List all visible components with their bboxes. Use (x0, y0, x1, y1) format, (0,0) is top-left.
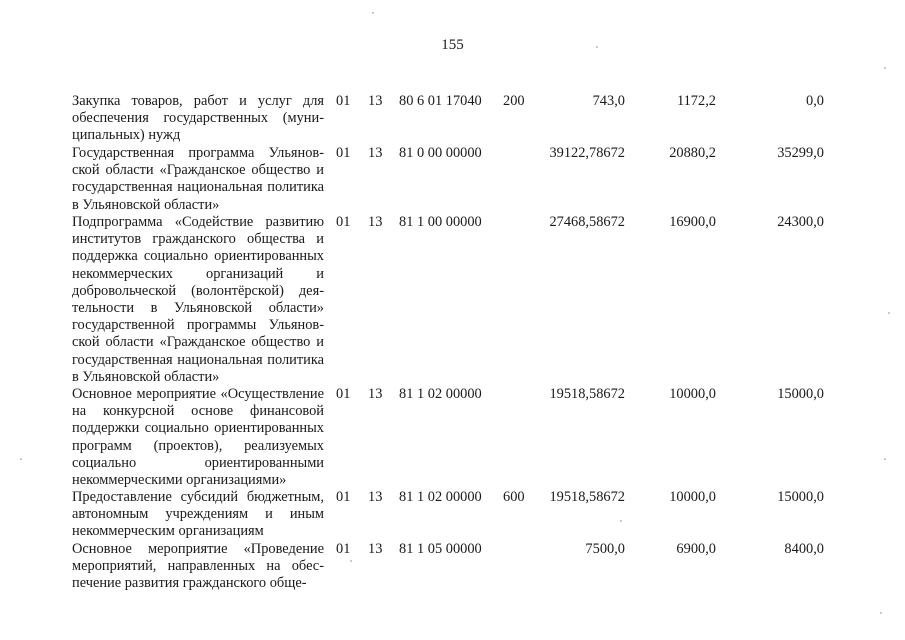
scan-speck (888, 312, 890, 314)
scan-speck (350, 560, 352, 562)
expense-type-cell: 600 (503, 489, 525, 505)
razdel-cell: 01 (336, 214, 351, 230)
year2-amount-cell: 1172,2 (676, 93, 716, 109)
row-description: Основное мероприятие «Проведение мероприятий, направленных на обеспечение развития гражданского обще- (72, 541, 324, 592)
podrazdel-cell: 13 (368, 541, 383, 557)
razdel-cell: 01 (336, 541, 351, 557)
target-article-cell: 80 6 01 17040 (399, 93, 482, 109)
year1-amount-cell: 743,0 (592, 93, 625, 109)
year3-amount-cell: 35299,0 (777, 145, 824, 161)
row-description: Основное мероприятие «Осуществление на конкурсной основе финансовой поддержки социально ориентированных программ (проектов), реализуемых социально ориентированными некоммерческими организациями» (72, 386, 324, 489)
row-description: Закупка товаров, работ и услуг для обеспечения государственных (муниципальных) нужд (72, 93, 324, 144)
year1-amount-cell: 19518,58672 (549, 489, 625, 505)
target-article-cell: 81 0 00 00000 (399, 145, 482, 161)
year3-amount-cell: 8400,0 (784, 541, 824, 557)
target-article-cell: 81 1 02 00000 (399, 386, 482, 402)
scan-speck (20, 458, 22, 460)
year2-amount-cell: 16900,0 (669, 214, 716, 230)
row-description: Предоставление субсидий бюджетным, автономным учреждениям и иным некоммерческим организациям (72, 489, 324, 540)
year2-amount-cell: 20880,2 (669, 145, 716, 161)
podrazdel-cell: 13 (368, 145, 383, 161)
year2-amount-cell: 10000,0 (669, 489, 716, 505)
target-article-cell: 81 1 05 00000 (399, 541, 482, 557)
row-description: Подпрограмма «Содействие развитию институтов гражданского общества и поддержка социально ориентированных некоммерческих организаций и добровольческой (волонтёрской) деятельности в Ульяновской области» государственной программы Ульяновской области «Гражданское общество и государственная национальная политика в Ульяновской области» (72, 214, 324, 385)
year2-amount-cell: 6900,0 (676, 541, 716, 557)
year1-amount-cell: 27468,58672 (549, 214, 625, 230)
podrazdel-cell: 13 (368, 386, 383, 402)
year2-amount-cell: 10000,0 (669, 386, 716, 402)
podrazdel-cell: 13 (368, 93, 383, 109)
page-number: 155 (441, 37, 464, 53)
scan-speck (880, 612, 882, 614)
scan-speck (884, 458, 886, 460)
year3-amount-cell: 0,0 (806, 93, 824, 109)
scan-speck (596, 46, 598, 48)
year3-amount-cell: 24300,0 (777, 214, 824, 230)
razdel-cell: 01 (336, 93, 351, 109)
podrazdel-cell: 13 (368, 214, 383, 230)
expense-type-cell: 200 (503, 93, 525, 109)
target-article-cell: 81 1 00 00000 (399, 214, 482, 230)
razdel-cell: 01 (336, 145, 351, 161)
razdel-cell: 01 (336, 386, 351, 402)
year3-amount-cell: 15000,0 (777, 386, 824, 402)
target-article-cell: 81 1 02 00000 (399, 489, 482, 505)
year1-amount-cell: 19518,58672 (549, 386, 625, 402)
razdel-cell: 01 (336, 489, 351, 505)
podrazdel-cell: 13 (368, 489, 383, 505)
year1-amount-cell: 39122,78672 (549, 145, 625, 161)
row-description: Государственная программа Ульяновской области «Гражданское общество и государственная национальная политика в Ульяновской области» (72, 145, 324, 213)
scan-speck (884, 67, 886, 69)
year3-amount-cell: 15000,0 (777, 489, 824, 505)
year1-amount-cell: 7500,0 (585, 541, 625, 557)
scan-speck (372, 12, 374, 14)
scan-speck (620, 520, 622, 522)
